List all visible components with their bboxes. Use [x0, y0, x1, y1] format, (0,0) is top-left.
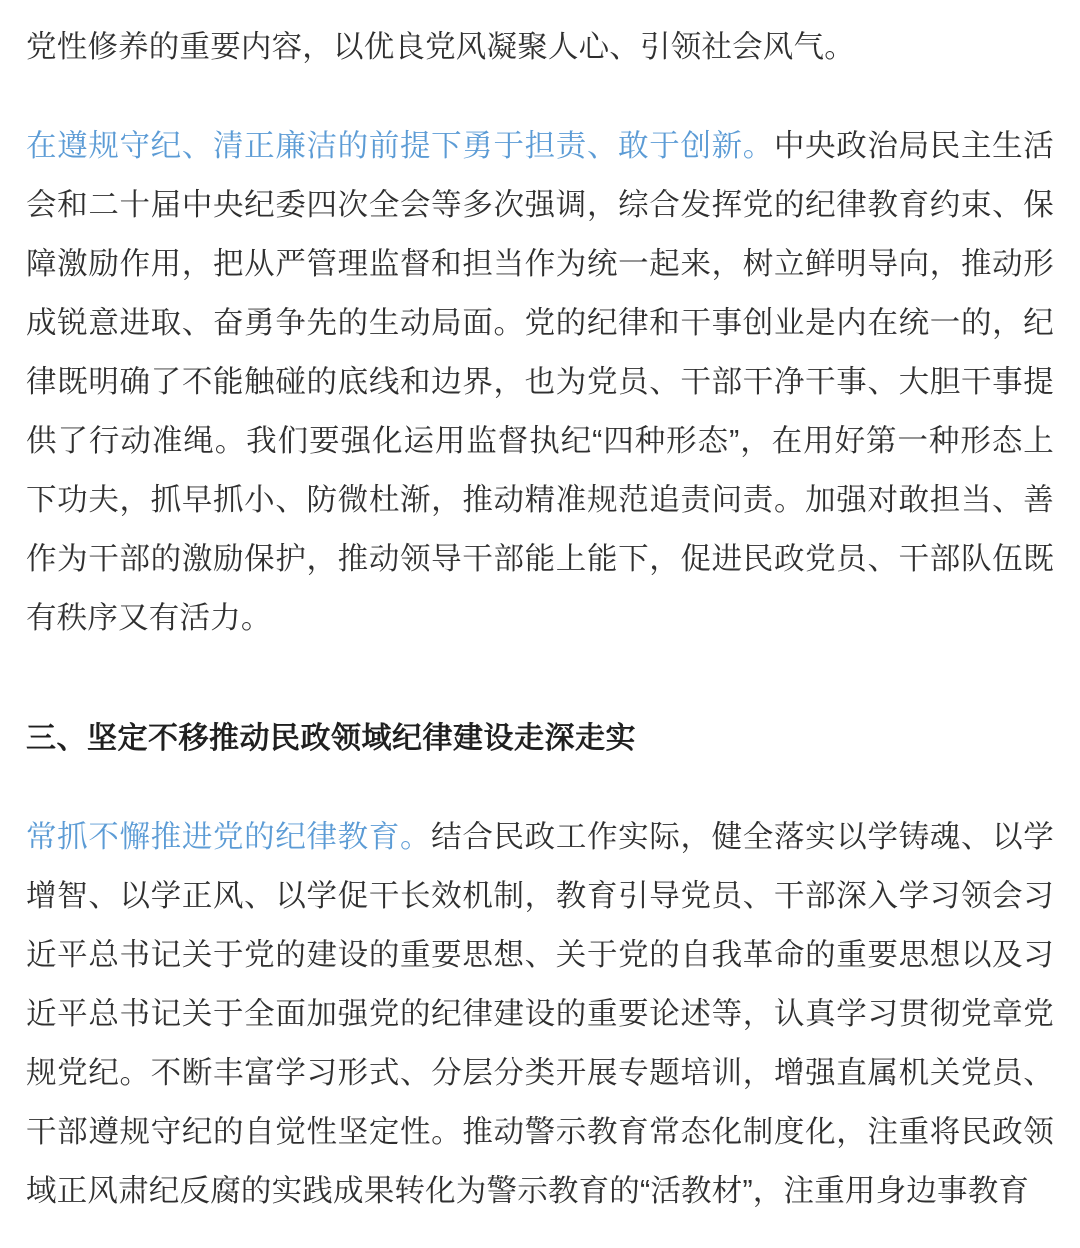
paragraph-text: 党性修养的重要内容，以优良党风凝聚人心、引领社会风气。: [26, 30, 855, 64]
paragraph-discipline-innovation: [26, 117, 1054, 648]
paragraph-continuation: [26, 18, 1054, 77]
heading-spacer: [26, 688, 1054, 714]
paragraph-text: 中央政治局民主生活会和二十届中央纪委四次全会等多次强调，综合发挥党的纪律教育约束、保障激励作用，把从严管理监督和担当作为统一起来，树立鲜明导向，推动形成锐意进取、奋勇争先的生动局面。党的纪律和干事创业是内在统一的，纪律既明确了不能触碰的底线和边界，也为党员、干部干净干事、大胆干事提供了行动准绳。我们要强化运用监督执纪“四种形态”，在用好第一种形态上下功夫，抓早抓小、防微杜渐，推动精准规范追责问责。加强对敢担当、善作为干部的激励保护，推动领导干部能上能下，促进民政党员、干部队伍既有秩序又有活力。: [26, 129, 1054, 635]
paragraph-text: 结合民政工作实际，健全落实以学铸魂、以学增智、以学正风、以学促干长效机制，教育引导党员、干部深入学习领会习近平总书记关于党的建设的重要思想、关于党的自我革命的重要思想以及习近平总书记关于全面加强党的纪律建设的重要论述等，认真学习贯彻党章党规党纪。不断丰富学习形式、分层分类开展专题培训，增强直属机关党员、干部遵规守纪的自觉性坚定性。推动警示教育常态化制度化，注重将民政领域正风肃纪反腐的实践成果转化为警示教育的“活教材”，注重用身边事教育: [26, 820, 1054, 1208]
section-heading-three: 三、坚定不移推动民政领域纪律建设走深走实: [26, 722, 636, 755]
top-spacer: [26, 8, 1054, 18]
paragraph-lead-sentence: 在遵规守纪、清正廉洁的前提下勇于担责、敢于创新。: [26, 129, 774, 163]
paragraph-lead-sentence: 常抓不懈推进党的纪律教育。: [26, 820, 432, 854]
paragraph-discipline-education: [26, 808, 1054, 1221]
